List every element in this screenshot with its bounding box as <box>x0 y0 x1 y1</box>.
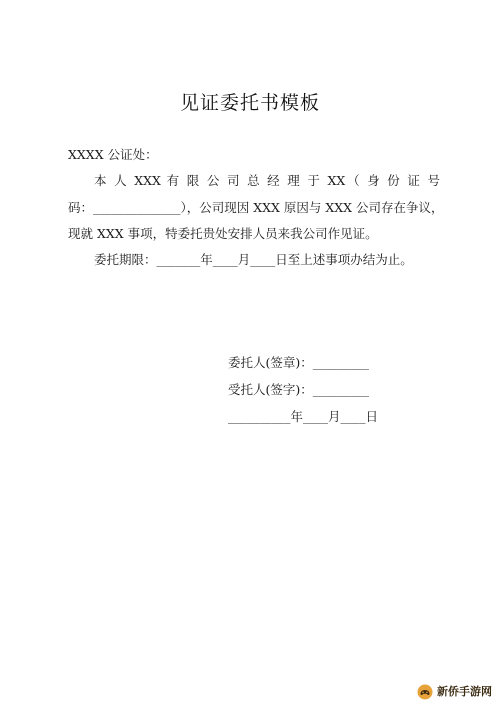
delegator-signature-line: 委托人(签章)：_________ <box>228 355 370 370</box>
signature-date-line: __________年____月____日 <box>228 409 379 424</box>
paragraph-1-line-3: 现就 XXX 事项，特委托贵处安排人员来我公司作见证。 <box>68 226 378 241</box>
game-controller-logo-icon <box>417 684 433 700</box>
site-watermark <box>417 684 492 700</box>
paragraph-1-line-2: 码：______________），公司现因 XXX 原因与 XXX 公司存在争议， <box>68 200 444 215</box>
paragraph-1-line-1: 本 人 XXX 有 限 公 司 总 经 理 于 XX（ 身 份 证 号 <box>94 173 440 188</box>
delegatee-signature-line: 受托人(签字)：_________ <box>228 382 370 397</box>
watermark-text-block <box>437 686 492 698</box>
addressee-line: XXXX 公证处： <box>68 147 158 162</box>
document-title: 见证委托书模板 <box>179 92 320 114</box>
delegation-period-line: 委托期限：_______年____月____日至上述事项办结为止。 <box>94 252 413 267</box>
watermark-brand: 新侨手游网 <box>437 685 492 698</box>
